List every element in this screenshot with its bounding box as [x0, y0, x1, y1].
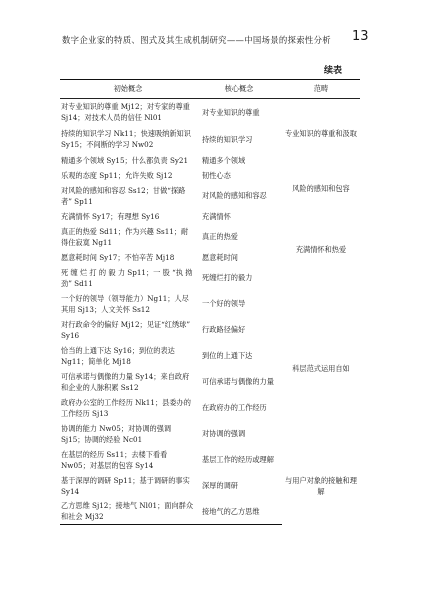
category-cell: 风险的感知和包容: [292, 183, 350, 193]
table-row: [60, 168, 360, 183]
table-row: [60, 99, 360, 126]
initial-concept: 真正的热爱 Sd11；作为兴趣 Ss11；耐得住寂寞 Ng11: [61, 226, 189, 247]
column-header: 范畴: [282, 80, 360, 99]
page-number: 13: [352, 29, 369, 44]
core-concept: 韧性心态: [202, 170, 231, 180]
concept-table: [60, 79, 360, 525]
table-row: [60, 447, 360, 473]
initial-concept: 恰当的上通下达 Sy16；到位的表达 Ng11；简单化 Mj18: [61, 345, 175, 366]
core-concept: 愿意耗时间: [202, 252, 238, 262]
initial-concept: 对专业知识的尊重 Mj12；对专家的尊重 Sj14；对技术人员的信任 Nl01: [61, 102, 190, 123]
initial-concept: 对风险的感知和容忍 Ss12；甘做“探路者” Sp11: [61, 185, 186, 206]
running-head: 数字企业家的特质、图式及其生成机制研究——中国场景的探索性分析: [62, 35, 331, 45]
initial-concept: 协调的能力 Nw05；对协调的强调 Sj15；协调的经验 Nc01: [61, 423, 172, 444]
core-concept: 对专业知识的尊重: [202, 107, 260, 117]
core-concept: 深厚的调研: [202, 481, 238, 490]
initial-concept: 愿意耗时间 Sy17；不怕辛苦 Mj18: [61, 252, 175, 262]
table-row: [60, 209, 360, 224]
initial-concept: 政府办公室的工作经历 Nk11；县委办的工作经历 Sj13: [61, 397, 191, 418]
core-concept: 行政路径偏好: [202, 325, 246, 334]
column-header: 初始概念: [60, 80, 196, 99]
core-concept: 持续的知识学习: [202, 134, 253, 144]
core-concept: 精通多个领域: [202, 155, 246, 165]
column-header: 核心概念: [196, 80, 282, 99]
table-header-row: [60, 80, 360, 99]
category-cell: 科层范式运用自如: [292, 364, 350, 373]
table-row: [60, 291, 360, 317]
category-cell: 与用户对象的接触和理解: [285, 475, 357, 496]
initial-concept: 一个好的领导（领导能力）Ng11；人尽其用 Sj13；人文关怀 Ss12: [61, 293, 189, 314]
category-cell: 充满情怀和热爱: [295, 245, 347, 254]
core-concept: 真正的热爱: [202, 232, 238, 241]
continued-label: 续表: [324, 66, 343, 76]
initial-concept: 可信承诺与偶像的力量 Sy14；来自政府和企业的人脉积累 Ss12: [61, 371, 190, 392]
core-concept: 基层工作的经历或理解: [202, 455, 274, 464]
core-concept: 一个好的领导: [202, 299, 246, 308]
category-cell: 专业知识的尊重和汲取: [285, 128, 357, 138]
initial-concept: 乙方思维 Sj12；接地气 Nl01；面向群众和社会 Mj32: [60, 499, 196, 525]
core-concept: 对协调的强调: [202, 429, 246, 438]
core-concept: 对风险的感知和容忍: [202, 191, 267, 200]
core-concept: 接地气的乙方思维: [196, 499, 282, 525]
initial-concept: 基于深厚的调研 Sp11；基于调研的事实 Sy14: [61, 475, 190, 496]
core-concept: 充满情怀: [202, 211, 231, 221]
initial-concept: 充满情怀 Sy17；有理想 Sy16: [61, 211, 160, 221]
initial-concept: 死 缠 烂 打 的 毅 力 Sp11；一 股 “执 拗 劲” Sd11: [61, 267, 193, 288]
core-concept: 死缠烂打的毅力: [202, 273, 253, 282]
core-concept: 可信承诺与偶像的力量: [202, 377, 274, 386]
initial-concept: 在基层的经历 Ss11；去楼下看看 Nw05；对基层的包容 Sy14: [61, 449, 168, 470]
core-concept: 在政府办的工作经历: [202, 403, 267, 412]
core-concept: 到位的上通下达: [202, 351, 253, 360]
initial-concept: 持续的知识学习 Nk11；快速吸纳新知识 Sy15；不间断的学习 Nw02: [61, 129, 191, 149]
initial-concept: 对行政命令的偏好 Mj12；见证“红绣球” Sy16: [61, 319, 190, 340]
initial-concept: 乐观的态度 Sp11；允许失败 Sj12: [61, 170, 173, 180]
initial-concept: 精通多个领域 Sy15；什么都负责 Sy21: [61, 155, 189, 165]
